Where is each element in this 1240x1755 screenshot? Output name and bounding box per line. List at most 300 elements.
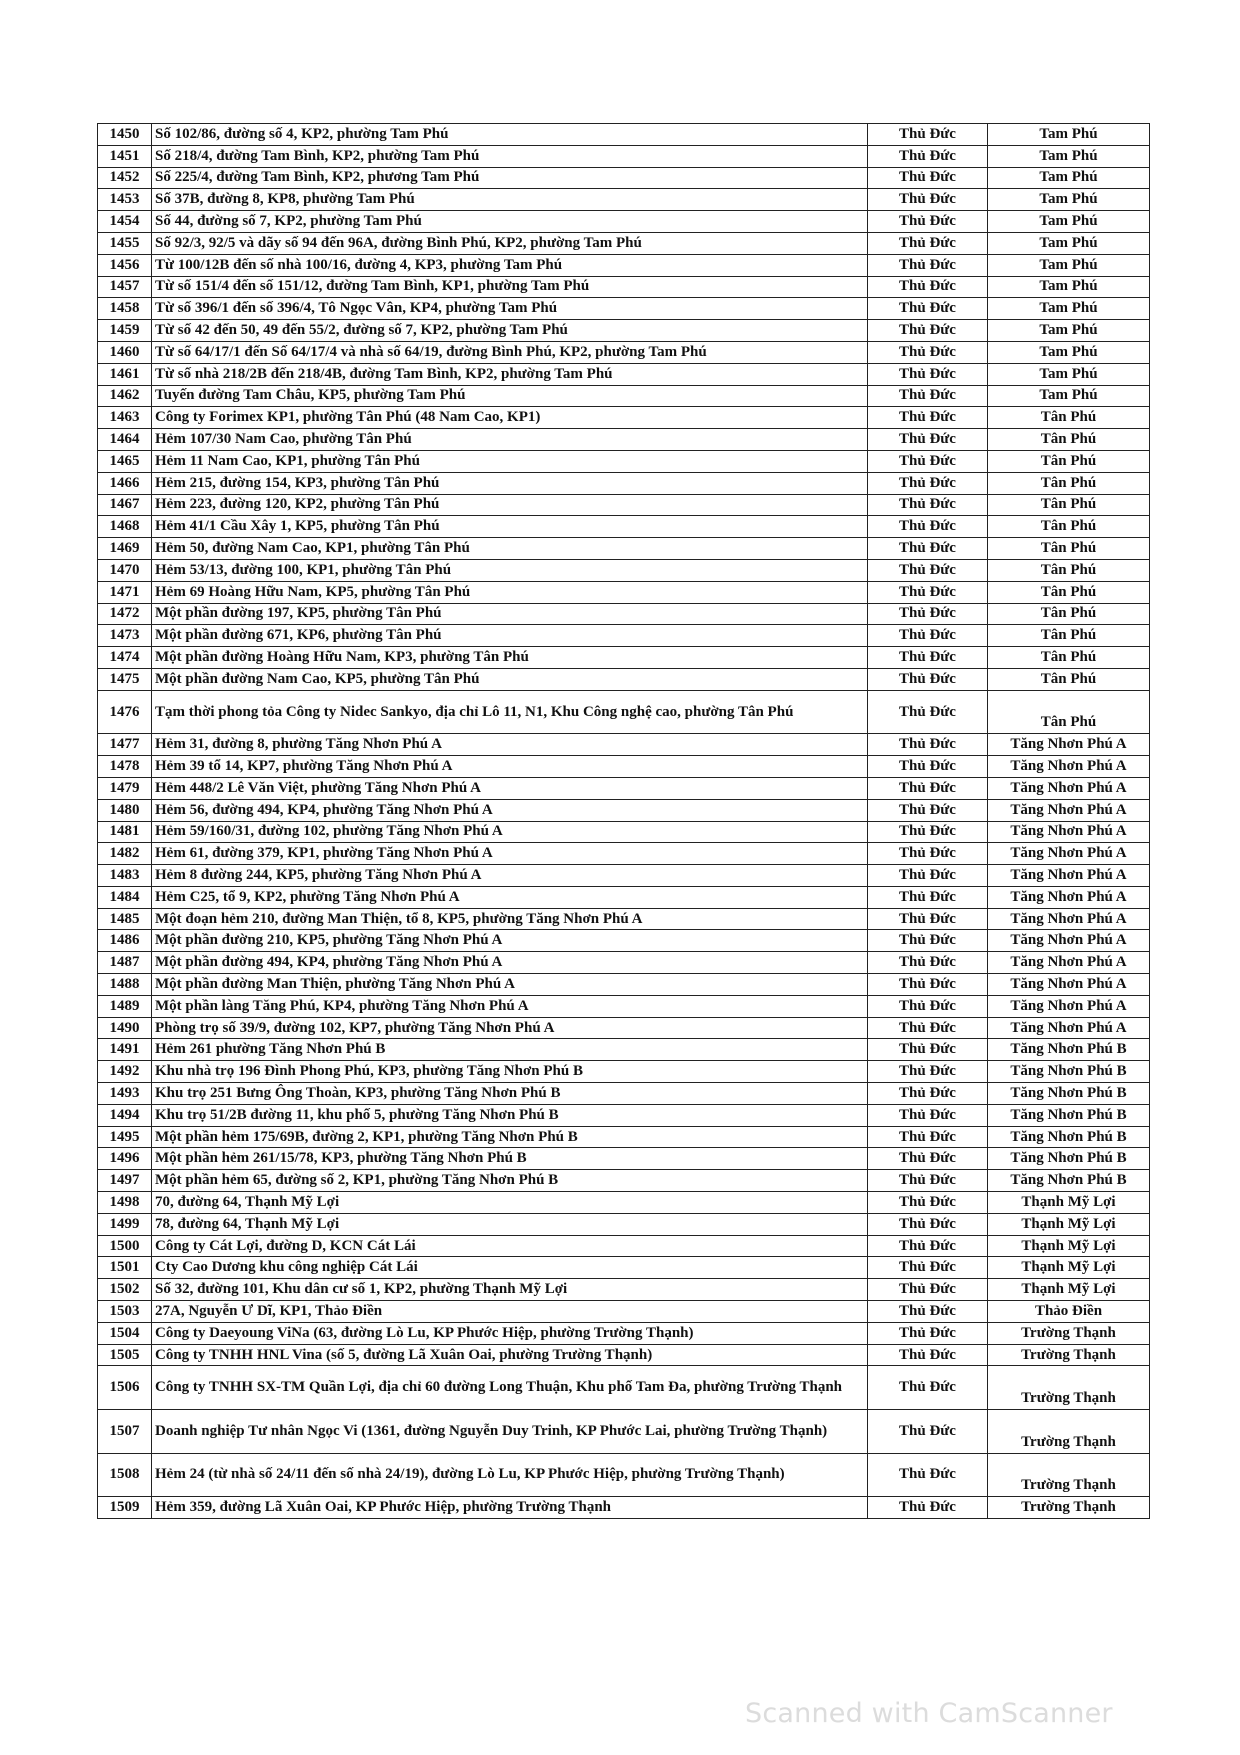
ward-cell: Thạnh Mỹ Lợi bbox=[988, 1257, 1150, 1279]
row-number: 1468 bbox=[98, 516, 152, 538]
district-cell: Thủ Đức bbox=[868, 254, 988, 276]
row-number: 1453 bbox=[98, 189, 152, 211]
ward-cell: Thảo Điền bbox=[988, 1301, 1150, 1323]
row-number: 1507 bbox=[98, 1410, 152, 1454]
table-row bbox=[98, 1148, 1150, 1170]
table-row bbox=[98, 363, 1150, 385]
table-row bbox=[98, 690, 1150, 734]
table-row bbox=[98, 1366, 1150, 1410]
address-cell: Hẻm 41/1 Cầu Xây 1, KP5, phường Tân Phú bbox=[152, 516, 868, 538]
address-cell: Số 92/3, 92/5 và dãy số 94 đến 96A, đường Bình Phú, KP2, phường Tam Phú bbox=[152, 232, 868, 254]
row-number: 1476 bbox=[98, 690, 152, 734]
address-cell: Tuyến đường Tam Châu, KP5, phường Tam Phú bbox=[152, 385, 868, 407]
district-cell: Thủ Đức bbox=[868, 167, 988, 189]
address-cell: Từ 100/12B đến số nhà 100/16, đường 4, KP3, phường Tam Phú bbox=[152, 254, 868, 276]
row-number: 1483 bbox=[98, 865, 152, 887]
address-cell: Hẻm 56, đường 494, KP4, phường Tăng Nhơn Phú A bbox=[152, 799, 868, 821]
row-number: 1478 bbox=[98, 756, 152, 778]
ward-cell: Tân Phú bbox=[988, 450, 1150, 472]
ward-cell: Tăng Nhơn Phú B bbox=[988, 1104, 1150, 1126]
ward-cell: Tăng Nhơn Phú A bbox=[988, 930, 1150, 952]
table-row bbox=[98, 908, 1150, 930]
row-number: 1479 bbox=[98, 777, 152, 799]
table-row bbox=[98, 1410, 1150, 1454]
address-cell: Từ số 64/17/1 đến Số 64/17/4 và nhà số 64/19, đường Bình Phú, KP2, phường Tam Phú bbox=[152, 341, 868, 363]
district-cell: Thủ Đức bbox=[868, 1039, 988, 1061]
district-cell: Thủ Đức bbox=[868, 625, 988, 647]
ward-cell: Thạnh Mỹ Lợi bbox=[988, 1192, 1150, 1214]
district-cell: Thủ Đức bbox=[868, 1104, 988, 1126]
district-cell: Thủ Đức bbox=[868, 1497, 988, 1519]
ward-cell: Tăng Nhơn Phú A bbox=[988, 1017, 1150, 1039]
district-cell: Thủ Đức bbox=[868, 1170, 988, 1192]
district-cell: Thủ Đức bbox=[868, 363, 988, 385]
row-number: 1481 bbox=[98, 821, 152, 843]
district-cell: Thủ Đức bbox=[868, 385, 988, 407]
district-cell: Thủ Đức bbox=[868, 734, 988, 756]
row-number: 1488 bbox=[98, 974, 152, 996]
ward-cell: Tăng Nhơn Phú A bbox=[988, 886, 1150, 908]
district-cell: Thủ Đức bbox=[868, 1126, 988, 1148]
table-row bbox=[98, 385, 1150, 407]
table-row bbox=[98, 1170, 1150, 1192]
table-row bbox=[98, 1279, 1150, 1301]
row-number: 1495 bbox=[98, 1126, 152, 1148]
row-number: 1491 bbox=[98, 1039, 152, 1061]
table-row bbox=[98, 276, 1150, 298]
row-number: 1504 bbox=[98, 1322, 152, 1344]
table-row bbox=[98, 756, 1150, 778]
ward-cell: Tăng Nhơn Phú A bbox=[988, 777, 1150, 799]
district-cell: Thủ Đức bbox=[868, 1257, 988, 1279]
row-number: 1484 bbox=[98, 886, 152, 908]
row-number: 1505 bbox=[98, 1344, 152, 1366]
table-row bbox=[98, 930, 1150, 952]
ward-cell: Trường Thạnh bbox=[988, 1366, 1150, 1410]
row-number: 1450 bbox=[98, 124, 152, 146]
row-number: 1465 bbox=[98, 450, 152, 472]
district-cell: Thủ Đức bbox=[868, 1322, 988, 1344]
table-row bbox=[98, 1235, 1150, 1257]
district-cell: Thủ Đức bbox=[868, 843, 988, 865]
district-cell: Thủ Đức bbox=[868, 886, 988, 908]
row-number: 1506 bbox=[98, 1366, 152, 1410]
ward-cell: Thạnh Mỹ Lợi bbox=[988, 1279, 1150, 1301]
table-row bbox=[98, 407, 1150, 429]
row-number: 1456 bbox=[98, 254, 152, 276]
row-number: 1454 bbox=[98, 211, 152, 233]
district-cell: Thủ Đức bbox=[868, 516, 988, 538]
row-number: 1470 bbox=[98, 559, 152, 581]
row-number: 1474 bbox=[98, 647, 152, 669]
table-row bbox=[98, 1301, 1150, 1323]
district-cell: Thủ Đức bbox=[868, 1061, 988, 1083]
district-cell: Thủ Đức bbox=[868, 1366, 988, 1410]
table-row bbox=[98, 1497, 1150, 1519]
district-cell: Thủ Đức bbox=[868, 799, 988, 821]
ward-cell: Thạnh Mỹ Lợi bbox=[988, 1213, 1150, 1235]
address-cell: Một phần làng Tăng Phú, KP4, phường Tăng Nhơn Phú A bbox=[152, 995, 868, 1017]
address-cell: Hẻm 61, đường 379, KP1, phường Tăng Nhơn Phú A bbox=[152, 843, 868, 865]
ward-cell: Tam Phú bbox=[988, 320, 1150, 342]
district-cell: Thủ Đức bbox=[868, 974, 988, 996]
district-cell: Thủ Đức bbox=[868, 124, 988, 146]
row-number: 1469 bbox=[98, 538, 152, 560]
table-row bbox=[98, 341, 1150, 363]
district-cell: Thủ Đức bbox=[868, 429, 988, 451]
table-body bbox=[98, 124, 1150, 1519]
row-number: 1485 bbox=[98, 908, 152, 930]
address-cell: Công ty Daeyoung ViNa (63, đường Lò Lu, KP Phước Hiệp, phường Trường Thạnh) bbox=[152, 1322, 868, 1344]
district-cell: Thủ Đức bbox=[868, 777, 988, 799]
ward-cell: Tam Phú bbox=[988, 124, 1150, 146]
table-row bbox=[98, 1126, 1150, 1148]
table-row bbox=[98, 581, 1150, 603]
table-row bbox=[98, 1213, 1150, 1235]
address-cell: Công ty Forimex KP1, phường Tân Phú (48 Nam Cao, KP1) bbox=[152, 407, 868, 429]
table-row bbox=[98, 1104, 1150, 1126]
ward-cell: Trường Thạnh bbox=[988, 1410, 1150, 1454]
ward-cell: Tam Phú bbox=[988, 276, 1150, 298]
address-cell: Số 102/86, đường số 4, KP2, phường Tam Phú bbox=[152, 124, 868, 146]
row-number: 1455 bbox=[98, 232, 152, 254]
table-row bbox=[98, 799, 1150, 821]
district-cell: Thủ Đức bbox=[868, 995, 988, 1017]
row-number: 1472 bbox=[98, 603, 152, 625]
ward-cell: Tân Phú bbox=[988, 429, 1150, 451]
ward-cell: Tăng Nhơn Phú A bbox=[988, 756, 1150, 778]
ward-cell: Tam Phú bbox=[988, 167, 1150, 189]
row-number: 1459 bbox=[98, 320, 152, 342]
row-number: 1463 bbox=[98, 407, 152, 429]
ward-cell: Thạnh Mỹ Lợi bbox=[988, 1235, 1150, 1257]
ward-cell: Trường Thạnh bbox=[988, 1497, 1150, 1519]
district-cell: Thủ Đức bbox=[868, 756, 988, 778]
district-cell: Thủ Đức bbox=[868, 494, 988, 516]
address-cell: Hẻm 261 phường Tăng Nhơn Phú B bbox=[152, 1039, 868, 1061]
address-cell: Hẻm 59/160/31, đường 102, phường Tăng Nhơn Phú A bbox=[152, 821, 868, 843]
address-cell: Từ số 396/1 đến số 396/4, Tô Ngọc Vân, KP4, phường Tam Phú bbox=[152, 298, 868, 320]
ward-cell: Tăng Nhơn Phú A bbox=[988, 734, 1150, 756]
ward-cell: Tam Phú bbox=[988, 145, 1150, 167]
table-row bbox=[98, 516, 1150, 538]
table-row bbox=[98, 777, 1150, 799]
row-number: 1473 bbox=[98, 625, 152, 647]
table-row bbox=[98, 320, 1150, 342]
table-row bbox=[98, 647, 1150, 669]
address-cell: Hẻm 11 Nam Cao, KP1, phường Tân Phú bbox=[152, 450, 868, 472]
row-number: 1464 bbox=[98, 429, 152, 451]
address-cell: Hẻm 69 Hoàng Hữu Nam, KP5, phường Tân Phú bbox=[152, 581, 868, 603]
address-cell: Từ số nhà 218/2B đến 218/4B, đường Tam Bình, KP2, phường Tam Phú bbox=[152, 363, 868, 385]
address-cell: Hẻm 359, đường Lã Xuân Oai, KP Phước Hiệp, phường Trường Thạnh bbox=[152, 1497, 868, 1519]
district-cell: Thủ Đức bbox=[868, 908, 988, 930]
address-cell: Một phần hẻm 65, đường số 2, KP1, phường Tăng Nhơn Phú B bbox=[152, 1170, 868, 1192]
ward-cell: Tăng Nhơn Phú B bbox=[988, 1039, 1150, 1061]
district-cell: Thủ Đức bbox=[868, 298, 988, 320]
ward-cell: Tân Phú bbox=[988, 690, 1150, 734]
ward-cell: Tăng Nhơn Phú A bbox=[988, 821, 1150, 843]
table-row bbox=[98, 1322, 1150, 1344]
address-cell: Hẻm 39 tổ 14, KP7, phường Tăng Nhơn Phú A bbox=[152, 756, 868, 778]
district-cell: Thủ Đức bbox=[868, 189, 988, 211]
row-number: 1492 bbox=[98, 1061, 152, 1083]
address-cell: Một phần đường 494, KP4, phường Tăng Nhơn Phú A bbox=[152, 952, 868, 974]
address-cell: Một đoạn hẻm 210, đường Man Thiện, tổ 8, KP5, phường Tăng Nhơn Phú A bbox=[152, 908, 868, 930]
address-cell: Số 218/4, đường Tam Bình, KP2, phường Tam Phú bbox=[152, 145, 868, 167]
district-cell: Thủ Đức bbox=[868, 647, 988, 669]
table-row bbox=[98, 494, 1150, 516]
table-row bbox=[98, 865, 1150, 887]
address-cell: Hẻm 223, đường 120, KP2, phường Tân Phú bbox=[152, 494, 868, 516]
table-row bbox=[98, 167, 1150, 189]
ward-cell: Tam Phú bbox=[988, 189, 1150, 211]
ward-cell: Trường Thạnh bbox=[988, 1322, 1150, 1344]
address-cell: Doanh nghiệp Tư nhân Ngọc Vi (1361, đường Nguyễn Duy Trinh, KP Phước Lai, phường Trường Thạnh) bbox=[152, 1410, 868, 1454]
district-cell: Thủ Đức bbox=[868, 1213, 988, 1235]
address-cell: Khu trọ 51/2B đường 11, khu phố 5, phường Tăng Nhơn Phú B bbox=[152, 1104, 868, 1126]
table-row bbox=[98, 952, 1150, 974]
table-row bbox=[98, 625, 1150, 647]
district-cell: Thủ Đức bbox=[868, 1148, 988, 1170]
ward-cell: Tăng Nhơn Phú A bbox=[988, 952, 1150, 974]
row-number: 1471 bbox=[98, 581, 152, 603]
table-row bbox=[98, 298, 1150, 320]
row-number: 1508 bbox=[98, 1453, 152, 1497]
row-number: 1497 bbox=[98, 1170, 152, 1192]
table-row bbox=[98, 1083, 1150, 1105]
ward-cell: Tăng Nhơn Phú A bbox=[988, 995, 1150, 1017]
ward-cell: Tăng Nhơn Phú B bbox=[988, 1148, 1150, 1170]
district-cell: Thủ Đức bbox=[868, 1410, 988, 1454]
ward-cell: Tân Phú bbox=[988, 581, 1150, 603]
district-cell: Thủ Đức bbox=[868, 603, 988, 625]
district-cell: Thủ Đức bbox=[868, 668, 988, 690]
table-row bbox=[98, 843, 1150, 865]
district-cell: Thủ Đức bbox=[868, 538, 988, 560]
district-cell: Thủ Đức bbox=[868, 320, 988, 342]
table-row bbox=[98, 232, 1150, 254]
ward-cell: Tân Phú bbox=[988, 494, 1150, 516]
table-row bbox=[98, 1344, 1150, 1366]
district-cell: Thủ Đức bbox=[868, 1344, 988, 1366]
address-cell: Số 44, đường số 7, KP2, phường Tam Phú bbox=[152, 211, 868, 233]
address-cell: Công ty TNHH HNL Vina (số 5, đường Lã Xuân Oai, phường Trường Thạnh) bbox=[152, 1344, 868, 1366]
row-number: 1452 bbox=[98, 167, 152, 189]
address-cell: Hẻm 215, đường 154, KP3, phường Tân Phú bbox=[152, 472, 868, 494]
district-cell: Thủ Đức bbox=[868, 472, 988, 494]
table-row bbox=[98, 429, 1150, 451]
address-cell: Tạm thời phong tỏa Công ty Nidec Sankyo, địa chỉ Lô 11, N1, Khu Công nghệ cao, phường Tân Phú bbox=[152, 690, 868, 734]
table-row bbox=[98, 1039, 1150, 1061]
address-cell: 70, đường 64, Thạnh Mỹ Lợi bbox=[152, 1192, 868, 1214]
district-cell: Thủ Đức bbox=[868, 821, 988, 843]
table-row bbox=[98, 734, 1150, 756]
camscanner-watermark: Scanned with CamScanner bbox=[745, 1698, 1113, 1729]
district-cell: Thủ Đức bbox=[868, 276, 988, 298]
table-row bbox=[98, 124, 1150, 146]
table-row bbox=[98, 1257, 1150, 1279]
address-cell: Hẻm 50, đường Nam Cao, KP1, phường Tân Phú bbox=[152, 538, 868, 560]
ward-cell: Tân Phú bbox=[988, 407, 1150, 429]
district-cell: Thủ Đức bbox=[868, 1083, 988, 1105]
table-row bbox=[98, 1453, 1150, 1497]
ward-cell: Tam Phú bbox=[988, 341, 1150, 363]
row-number: 1503 bbox=[98, 1301, 152, 1323]
address-cell: Hẻm 31, đường 8, phường Tăng Nhơn Phú A bbox=[152, 734, 868, 756]
district-cell: Thủ Đức bbox=[868, 341, 988, 363]
address-cell: Khu trọ 251 Bưng Ông Thoàn, KP3, phường Tăng Nhơn Phú B bbox=[152, 1083, 868, 1105]
district-cell: Thủ Đức bbox=[868, 1279, 988, 1301]
district-cell: Thủ Đức bbox=[868, 690, 988, 734]
address-cell: 78, đường 64, Thạnh Mỹ Lợi bbox=[152, 1213, 868, 1235]
district-cell: Thủ Đức bbox=[868, 211, 988, 233]
row-number: 1458 bbox=[98, 298, 152, 320]
table-row bbox=[98, 1061, 1150, 1083]
address-cell: Số 37B, đường 8, KP8, phường Tam Phú bbox=[152, 189, 868, 211]
address-cell: Một phần đường Nam Cao, KP5, phường Tân Phú bbox=[152, 668, 868, 690]
table-row bbox=[98, 668, 1150, 690]
district-cell: Thủ Đức bbox=[868, 581, 988, 603]
table-row bbox=[98, 603, 1150, 625]
ward-cell: Tân Phú bbox=[988, 603, 1150, 625]
district-cell: Thủ Đức bbox=[868, 1235, 988, 1257]
row-number: 1493 bbox=[98, 1083, 152, 1105]
address-cell: Một phần hẻm 175/69B, đường 2, KP1, phường Tăng Nhơn Phú B bbox=[152, 1126, 868, 1148]
ward-cell: Tân Phú bbox=[988, 559, 1150, 581]
ward-cell: Tăng Nhơn Phú B bbox=[988, 1083, 1150, 1105]
ward-cell: Trường Thạnh bbox=[988, 1344, 1150, 1366]
row-number: 1494 bbox=[98, 1104, 152, 1126]
row-number: 1462 bbox=[98, 385, 152, 407]
district-cell: Thủ Đức bbox=[868, 1192, 988, 1214]
ward-cell: Tăng Nhơn Phú A bbox=[988, 908, 1150, 930]
district-cell: Thủ Đức bbox=[868, 559, 988, 581]
address-cell: Số 225/4, đường Tam Bình, KP2, phương Tam Phú bbox=[152, 167, 868, 189]
row-number: 1501 bbox=[98, 1257, 152, 1279]
row-number: 1490 bbox=[98, 1017, 152, 1039]
ward-cell: Tăng Nhơn Phú A bbox=[988, 974, 1150, 996]
district-cell: Thủ Đức bbox=[868, 145, 988, 167]
address-cell: Từ số 42 đến 50, 49 đến 55/2, đường số 7, KP2, phường Tam Phú bbox=[152, 320, 868, 342]
address-cell: Một phần đường 671, KP6, phường Tân Phú bbox=[152, 625, 868, 647]
address-cell: Một phần đường Hoàng Hữu Nam, KP3, phường Tân Phú bbox=[152, 647, 868, 669]
row-number: 1466 bbox=[98, 472, 152, 494]
row-number: 1502 bbox=[98, 1279, 152, 1301]
ward-cell: Tăng Nhơn Phú B bbox=[988, 1170, 1150, 1192]
address-cell: Một phần đường Man Thiện, phường Tăng Nhơn Phú A bbox=[152, 974, 868, 996]
address-cell: Phòng trọ số 39/9, đường 102, KP7, phường Tăng Nhơn Phú A bbox=[152, 1017, 868, 1039]
row-number: 1475 bbox=[98, 668, 152, 690]
address-cell: 27A, Nguyễn Ư Dĩ, KP1, Thảo Điền bbox=[152, 1301, 868, 1323]
ward-cell: Tăng Nhơn Phú A bbox=[988, 865, 1150, 887]
ward-cell: Tăng Nhơn Phú B bbox=[988, 1126, 1150, 1148]
ward-cell: Tam Phú bbox=[988, 254, 1150, 276]
district-cell: Thủ Đức bbox=[868, 232, 988, 254]
row-number: 1509 bbox=[98, 1497, 152, 1519]
ward-cell: Tân Phú bbox=[988, 668, 1150, 690]
row-number: 1457 bbox=[98, 276, 152, 298]
ward-cell: Trường Thạnh bbox=[988, 1453, 1150, 1497]
district-cell: Thủ Đức bbox=[868, 1301, 988, 1323]
table-row bbox=[98, 821, 1150, 843]
row-number: 1496 bbox=[98, 1148, 152, 1170]
table-row bbox=[98, 254, 1150, 276]
ward-cell: Tam Phú bbox=[988, 211, 1150, 233]
row-number: 1460 bbox=[98, 341, 152, 363]
table-row bbox=[98, 472, 1150, 494]
table-row bbox=[98, 886, 1150, 908]
table-row bbox=[98, 211, 1150, 233]
address-cell: Hẻm 448/2 Lê Văn Việt, phường Tăng Nhơn Phú A bbox=[152, 777, 868, 799]
row-number: 1467 bbox=[98, 494, 152, 516]
district-cell: Thủ Đức bbox=[868, 930, 988, 952]
row-number: 1461 bbox=[98, 363, 152, 385]
ward-cell: Tăng Nhơn Phú A bbox=[988, 843, 1150, 865]
address-cell: Hẻm 24 (từ nhà số 24/11 đến số nhà 24/19), đường Lò Lu, KP Phước Hiệp, phường Trường Thạnh) bbox=[152, 1453, 868, 1497]
district-cell: Thủ Đức bbox=[868, 407, 988, 429]
row-number: 1489 bbox=[98, 995, 152, 1017]
ward-cell: Tân Phú bbox=[988, 472, 1150, 494]
row-number: 1486 bbox=[98, 930, 152, 952]
ward-cell: Tam Phú bbox=[988, 363, 1150, 385]
row-number: 1451 bbox=[98, 145, 152, 167]
ward-cell: Tân Phú bbox=[988, 516, 1150, 538]
table-row bbox=[98, 559, 1150, 581]
address-cell: Hẻm C25, tổ 9, KP2, phường Tăng Nhơn Phú A bbox=[152, 886, 868, 908]
address-cell: Từ số 151/4 đến số 151/12, đường Tam Bình, KP1, phường Tam Phú bbox=[152, 276, 868, 298]
row-number: 1480 bbox=[98, 799, 152, 821]
table-row bbox=[98, 538, 1150, 560]
ward-cell: Tân Phú bbox=[988, 538, 1150, 560]
row-number: 1487 bbox=[98, 952, 152, 974]
ward-cell: Tăng Nhơn Phú A bbox=[988, 799, 1150, 821]
ward-cell: Tân Phú bbox=[988, 647, 1150, 669]
lockdown-address-table bbox=[97, 123, 1150, 1519]
ward-cell: Tăng Nhơn Phú B bbox=[988, 1061, 1150, 1083]
address-cell: Công ty Cát Lợi, đường D, KCN Cát Lái bbox=[152, 1235, 868, 1257]
table-row bbox=[98, 995, 1150, 1017]
row-number: 1477 bbox=[98, 734, 152, 756]
table-row bbox=[98, 974, 1150, 996]
address-cell: Cty Cao Dương khu công nghiệp Cát Lái bbox=[152, 1257, 868, 1279]
address-cell: Số 32, đường 101, Khu dân cư số 1, KP2, phường Thạnh Mỹ Lợi bbox=[152, 1279, 868, 1301]
address-cell: Hẻm 53/13, đường 100, KP1, phường Tân Phú bbox=[152, 559, 868, 581]
district-cell: Thủ Đức bbox=[868, 952, 988, 974]
address-cell: Một phần đường 210, KP5, phường Tăng Nhơn Phú A bbox=[152, 930, 868, 952]
table-row bbox=[98, 189, 1150, 211]
address-cell: Khu nhà trọ 196 Đình Phong Phú, KP3, phường Tăng Nhơn Phú B bbox=[152, 1061, 868, 1083]
district-cell: Thủ Đức bbox=[868, 865, 988, 887]
ward-cell: Tam Phú bbox=[988, 232, 1150, 254]
address-cell: Hẻm 8 đường 244, KP5, phường Tăng Nhơn Phú A bbox=[152, 865, 868, 887]
address-cell: Công ty TNHH SX-TM Quần Lợi, địa chỉ 60 đường Long Thuận, Khu phố Tam Đa, phường Trường Thạnh bbox=[152, 1366, 868, 1410]
district-cell: Thủ Đức bbox=[868, 1453, 988, 1497]
address-cell: Hẻm 107/30 Nam Cao, phường Tân Phú bbox=[152, 429, 868, 451]
address-cell: Một phần đường 197, KP5, phường Tân Phú bbox=[152, 603, 868, 625]
row-number: 1500 bbox=[98, 1235, 152, 1257]
district-cell: Thủ Đức bbox=[868, 450, 988, 472]
table-row bbox=[98, 450, 1150, 472]
row-number: 1482 bbox=[98, 843, 152, 865]
district-cell: Thủ Đức bbox=[868, 1017, 988, 1039]
ward-cell: Tam Phú bbox=[988, 385, 1150, 407]
table-row bbox=[98, 1017, 1150, 1039]
table-row bbox=[98, 145, 1150, 167]
ward-cell: Tân Phú bbox=[988, 625, 1150, 647]
ward-cell: Tam Phú bbox=[988, 298, 1150, 320]
address-cell: Một phần hẻm 261/15/78, KP3, phường Tăng Nhơn Phú B bbox=[152, 1148, 868, 1170]
